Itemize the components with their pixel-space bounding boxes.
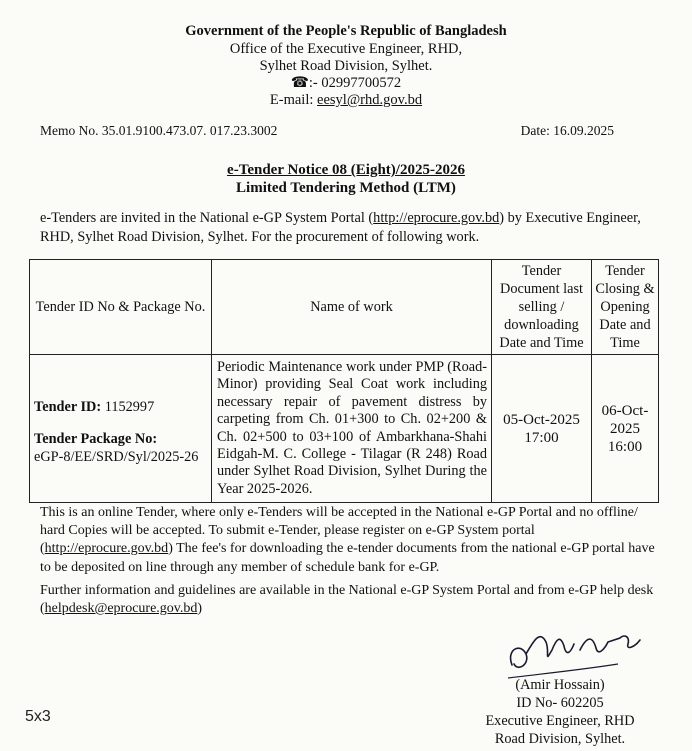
memo-number: Memo No. 35.01.9100.473.07. 017.23.3002 (40, 123, 278, 138)
tender-id: 1152997 (104, 398, 155, 415)
eprocure-link-2[interactable]: http://eprocure.gov.bd (44, 541, 169, 557)
further-info-paragraph: Further information and guidelines are available in the National e-GP System Portal and from e-GP help desk (helpdesk@eprocure.gov.bd) (40, 583, 654, 617)
online-tender-paragraph: This is an online Tender, where only e-Tenders will be accepted in the National e-GP Portal and no offline/ hard Copies will be accepted. To submit e-Tender, please register on e-GP System portal (http://eprocure.gov.bd) The fee's for downloading the e-tender documents from the national e-GP portal have to be deposited on line through any member of schedule bank for e-GP. (40, 505, 655, 575)
header-phone: ☎:- 02997700572 (290, 75, 402, 91)
eprocure-link[interactable]: http://eprocure.gov.bd (373, 210, 500, 226)
header-closing-opening: Tender Closing & Opening Date and Time (592, 260, 659, 355)
signature-block (470, 676, 650, 748)
table-header-row (30, 260, 659, 355)
table-row (30, 355, 659, 503)
memo-line (40, 123, 614, 139)
header-government: Government of the People's Republic of Bangladesh (185, 23, 507, 39)
signatory-designation: Executive Engineer, RHD (485, 713, 635, 729)
corner-note: 5x3 (25, 708, 51, 725)
doc-deadline-cell: 05-Oct-2025 17:00 (492, 355, 592, 503)
helpdesk-email-link[interactable]: helpdesk@eprocure.gov.bd (44, 601, 198, 617)
intro-paragraph: e-Tenders are invited in the National e-GP System Portal (http://eprocure.gov.bd) by Executive Engineer, RHD, Sylhet Road Division, Sylhet. For the procurement of following work. (40, 210, 641, 245)
work-description: Periodic Maintenance work under PMP (Road-Minor) providing Seal Coat work including necessary repair of pavement distress by carpeting from Ch. 01+300 to Ch. 02+200 & Ch. 02+500 to 03+100 of Ambarkhana-Shahi Eidgah-M. C. College - Tilagar (R 248) Road under Sylhet Road Division, Sylhet During the Year 2025-2026. (212, 355, 492, 503)
closing-date-cell: 06-Oct-2025 16:00 (592, 355, 659, 503)
tender-table (29, 259, 659, 503)
header-doc-selling: Tender Document last selling / downloading Date and Time (492, 260, 592, 355)
memo-date: Date: 16.09.2025 (520, 123, 614, 138)
notice-title: e-Tender Notice 08 (Eight)/2025-2026 (227, 162, 465, 178)
header-email: E-mail: eesyl@rhd.gov.bd (269, 92, 423, 108)
signatory-office: Road Division, Sylhet. (494, 731, 626, 747)
tender-id-cell: Tender ID: 1152997 Tender Package No: eGP-8/EE/SRD/Syl/2025-26 (30, 355, 212, 503)
header-name-of-work: Name of work (212, 260, 492, 355)
header-division: Sylhet Road Division, Sylhet. (259, 58, 433, 74)
signatory-id: ID No- 602205 (516, 695, 604, 711)
package-no: eGP-8/EE/SRD/Syl/2025-26 (34, 448, 199, 465)
tender-method: Limited Tendering Method (LTM) (236, 180, 456, 196)
header-office: Office of the Executive Engineer, RHD, (229, 41, 463, 57)
signatory-name: (Amir Hossain) (515, 677, 605, 693)
email-link[interactable]: eesyl@rhd.gov.bd (317, 92, 423, 108)
header-tender-id: Tender ID No & Package No. (30, 260, 212, 355)
